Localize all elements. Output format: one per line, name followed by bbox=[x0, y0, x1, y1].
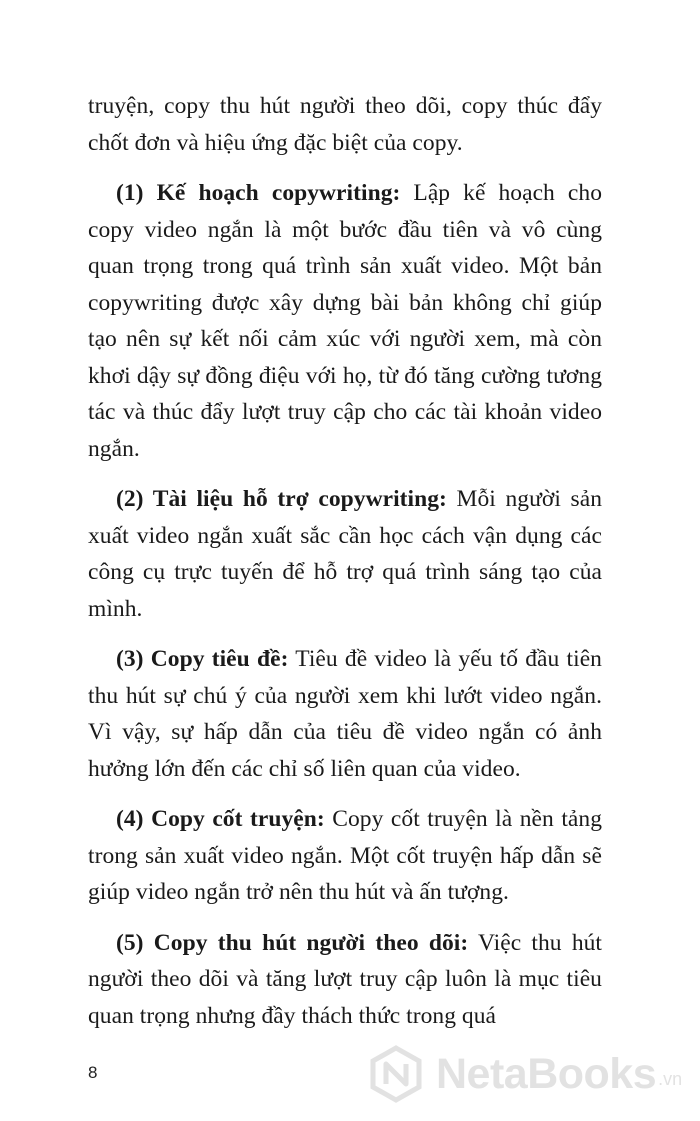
paragraph-text: Lập kế hoạch cho copy video ngắn là một bước đầu tiên và vô cùng quan trọng trong quá trình sản xuất video. Một bản copywriting được xây dựng bài bản không chỉ giúp tạo nên sự kết nối cảm xúc với người xem, mà còn khơi dậy sự đồng điệu với họ, từ đó tăng cường tương tác và thúc đẩy lượt truy cập cho các tài khoản video ngắn. bbox=[88, 180, 602, 462]
netabooks-logo-icon bbox=[366, 1044, 426, 1104]
watermark-suffix: .vn bbox=[658, 1069, 683, 1089]
paragraph-lead: (4) Copy cốt truyện: bbox=[116, 806, 325, 832]
paragraph-story-copy bbox=[88, 801, 602, 911]
paragraph-lead: (2) Tài liệu hỗ trợ copywriting: bbox=[116, 486, 447, 512]
book-page-body bbox=[88, 88, 602, 1034]
paragraph-copywriting-plan bbox=[88, 175, 602, 467]
watermark-brand: NetaBooks bbox=[436, 1049, 657, 1098]
paragraph-lead: (3) Copy tiêu đề: bbox=[116, 646, 289, 672]
paragraph-continuation bbox=[88, 88, 602, 161]
paragraph-text: Việc thu hút người theo dõi và tăng lượt truy cập luôn là mục tiêu quan trọng nhưng đầy thách thức trong quá bbox=[88, 929, 603, 1029]
paragraph-text: truyện, copy thu hút người theo dõi, copy thúc đẩy chốt đơn và hiệu ứng đặc biệt của copy. bbox=[88, 93, 602, 156]
paragraph-text: Tiêu đề video là yếu tố đầu tiên thu hút sự chú ý của người xem khi lướt video ngắn. Vì vậy, sự hấp dẫn của tiêu đề video ngắn có ảnh hưởng lớn đến các chỉ số liên quan của video. bbox=[88, 646, 602, 782]
watermark bbox=[366, 1036, 696, 1112]
paragraph-text: Mỗi người sản xuất video ngắn xuất sắc cần học cách vận dụng các công cụ trực tuyến để hỗ trợ quá trình sáng tạo của mình. bbox=[88, 486, 602, 622]
paragraph-text: Copy cốt truyện là nền tảng trong sản xuất video ngắn. Một cốt truyện hấp dẫn sẽ giúp video ngắn trở nên thu hút và ấn tượng. bbox=[88, 806, 602, 905]
paragraph-lead: (5) Copy thu hút người theo dõi: bbox=[116, 929, 469, 956]
paragraph-lead: (1) Kế hoạch copywriting: bbox=[116, 180, 401, 206]
paragraph-copywriting-resources bbox=[88, 481, 602, 627]
paragraph-title-copy bbox=[88, 641, 602, 787]
paragraph-follower-copy bbox=[88, 925, 602, 1035]
page-number: 8 bbox=[88, 1063, 98, 1082]
